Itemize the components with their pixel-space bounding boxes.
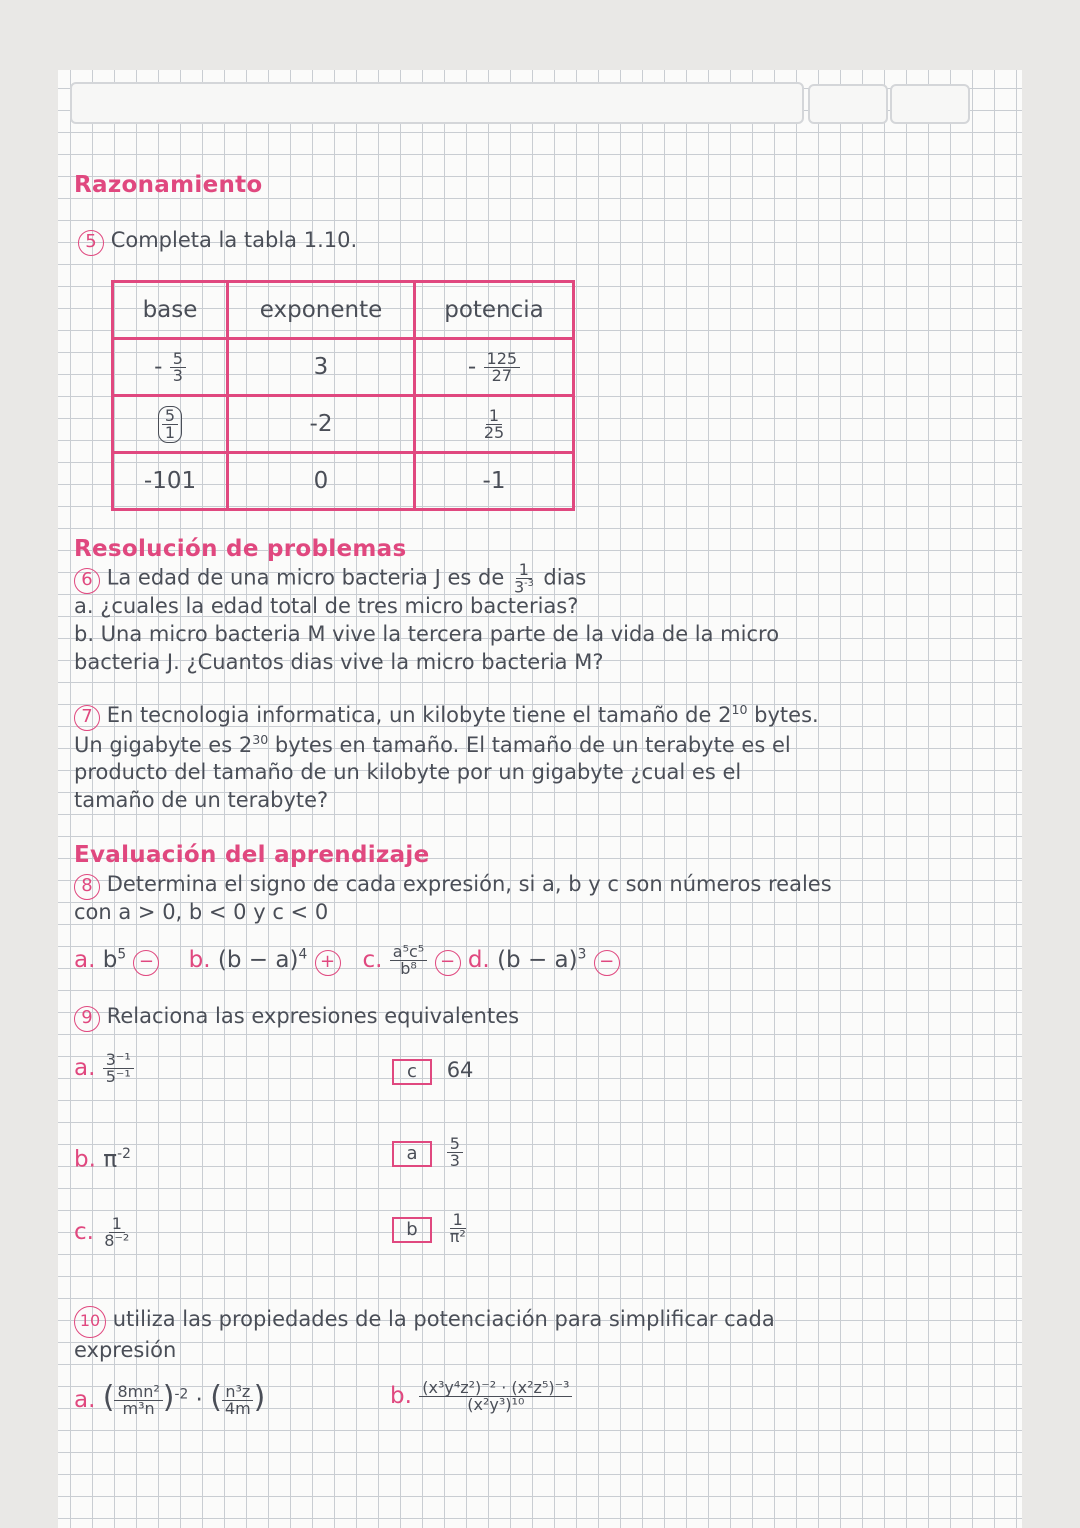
question-5 [78, 228, 357, 256]
question-number-10: 10 [74, 1306, 106, 1338]
fraction: $\frac{1}{3^{-3}}$ [513, 560, 534, 597]
match-left-c: c. $\frac{1}{\text{8⁻²}}$ [74, 1216, 132, 1249]
question-6-line4: bacteria J. ¿Cuantos dias vive la micro bacteria M? [74, 650, 604, 674]
question-number-7: 7 [74, 705, 100, 731]
question-6-line3: b. Una micro bacteria M vive la tercera parte de la vida de la micro [74, 622, 780, 646]
question-number-8: 8 [74, 874, 100, 900]
cell-exponent: 3 [228, 339, 415, 396]
table-row [113, 453, 574, 510]
sign-answer: − [435, 950, 461, 976]
table-header-row [113, 282, 574, 339]
question-number-6: 6 [74, 568, 100, 594]
question-7-line4: tamaño de un terabyte? [74, 788, 329, 812]
fraction: $\frac{1}{\text{8⁻²}}$ [104, 1214, 130, 1250]
match-right-2 [392, 1136, 463, 1169]
fraction: $\frac{5}{3}$ [447, 1136, 463, 1169]
question-10-expr-a: a. ( $\frac{\text{8mn²}}{\text{m³n}}$ )$^{-2}$ · ( $\frac{\text{n³z}}{4m}$ ) [74, 1380, 266, 1418]
header-box-1 [808, 84, 888, 124]
fraction: $\frac{1}{\text{π²}}$ [449, 1210, 466, 1246]
match-box[interactable]: a [392, 1141, 432, 1167]
question-10-line1: 10 utiliza las propiedades de la potenciación para simplificar cada [74, 1306, 775, 1338]
table-row [113, 396, 574, 453]
cell-power: - $\frac{125}{27}$ [415, 339, 574, 396]
question-number-5: 5 [78, 230, 104, 256]
cell-base: -101 [113, 453, 228, 510]
question-8-line2: con a > 0, b < 0 y c < 0 [74, 900, 329, 924]
fraction: $\frac{\text{8mn²}}{\text{m³n}}$ [114, 1384, 162, 1417]
fraction: $\frac{5}{3}$ [170, 351, 186, 384]
header-box-2 [890, 84, 970, 124]
question-10-expr-b: b. $\frac{\text{(x³y⁴z²)⁻² · (x²z⁵)⁻³}}{\text{(x²y³)¹⁰}}$ [390, 1380, 572, 1413]
sign-answer: + [315, 950, 341, 976]
sign-answer: − [133, 950, 159, 976]
cell-base [113, 396, 228, 453]
match-left-b: b. $\pi^{-2}$ [74, 1146, 131, 1173]
cell-power [415, 396, 574, 453]
match-left-a: a. $\frac{\text{3⁻¹}}{\text{5⁻¹}}$ [74, 1052, 134, 1085]
question-10-line2: expresión [74, 1338, 177, 1362]
match-box[interactable]: b [392, 1217, 432, 1243]
cell-power: -1 [415, 453, 574, 510]
cell-exponent: -2 [228, 396, 415, 453]
section-title-evaluacion: Evaluación del aprendizaje [74, 842, 430, 868]
fraction: $\frac{\text{3⁻¹}}{\text{5⁻¹}}$ [103, 1052, 134, 1085]
fraction: $\frac{\text{a⁵c⁵}}{\text{b⁸}}$ [390, 944, 427, 977]
question-9: 9 Relaciona las expresiones equivalentes [74, 1004, 519, 1032]
section-title-resolucion: Resolución de problemas [74, 536, 407, 562]
cell-base: - $\frac{5}{3}$ [113, 339, 228, 396]
question-6-line2: a. ¿cuales la edad total de tres micro bacterias? [74, 594, 579, 618]
question-number-9: 9 [74, 1006, 100, 1032]
fraction: $\frac{125}{27}$ [484, 351, 521, 384]
section-title-razonamiento: Razonamiento [74, 172, 263, 198]
question-7-line1: 7 En tecnologia informatica, un kilobyte tiene el tamaño de $2^{10}$ bytes. [74, 702, 819, 731]
header-bar [70, 82, 804, 124]
match-right-3 [392, 1212, 469, 1245]
header-potencia: potencia [415, 282, 574, 339]
power-table [111, 280, 575, 511]
question-8-line1: 8 Determina el signo de cada expresión, si a, b y c son números reales [74, 872, 832, 900]
table-row [113, 339, 574, 396]
question-8-answers: a. $b^5$ − b. $(b - a)^4$ + c. $\frac{\text{a⁵c⁵}}{\text{b⁸}}$ − d. $(b - a)^3$ − [74, 944, 620, 977]
fraction: $\frac{\text{n³z}}{4m}$ [222, 1384, 254, 1417]
fraction: $\frac{5}{1}$ [158, 406, 182, 443]
header-base: base [113, 282, 228, 339]
question-7-line3: producto del tamaño de un kilobyte por un gigabyte ¿cual es el [74, 760, 742, 784]
match-box[interactable]: c [392, 1059, 432, 1085]
question-7-line2: Un gigabyte es $2^{30}$ bytes en tamaño. El tamaño de un terabyte es el [74, 732, 791, 757]
header-exponente: exponente [228, 282, 415, 339]
cell-exponent: 0 [228, 453, 415, 510]
sign-answer: − [594, 950, 620, 976]
question-5-text: Completa la tabla 1.10. [110, 228, 358, 252]
fraction: $\frac{\text{(x³y⁴z²)⁻² · (x²z⁵)⁻³}}{\text{(x²y³)¹⁰}}$ [419, 1380, 572, 1413]
fraction: $\frac{1}{25}$ [483, 405, 505, 442]
question-6-line1: 6 La edad de una micro bacteria J es de $\frac{1}{3^{-3}}$ dias [74, 562, 586, 595]
match-right-1: c 64 [392, 1058, 473, 1085]
